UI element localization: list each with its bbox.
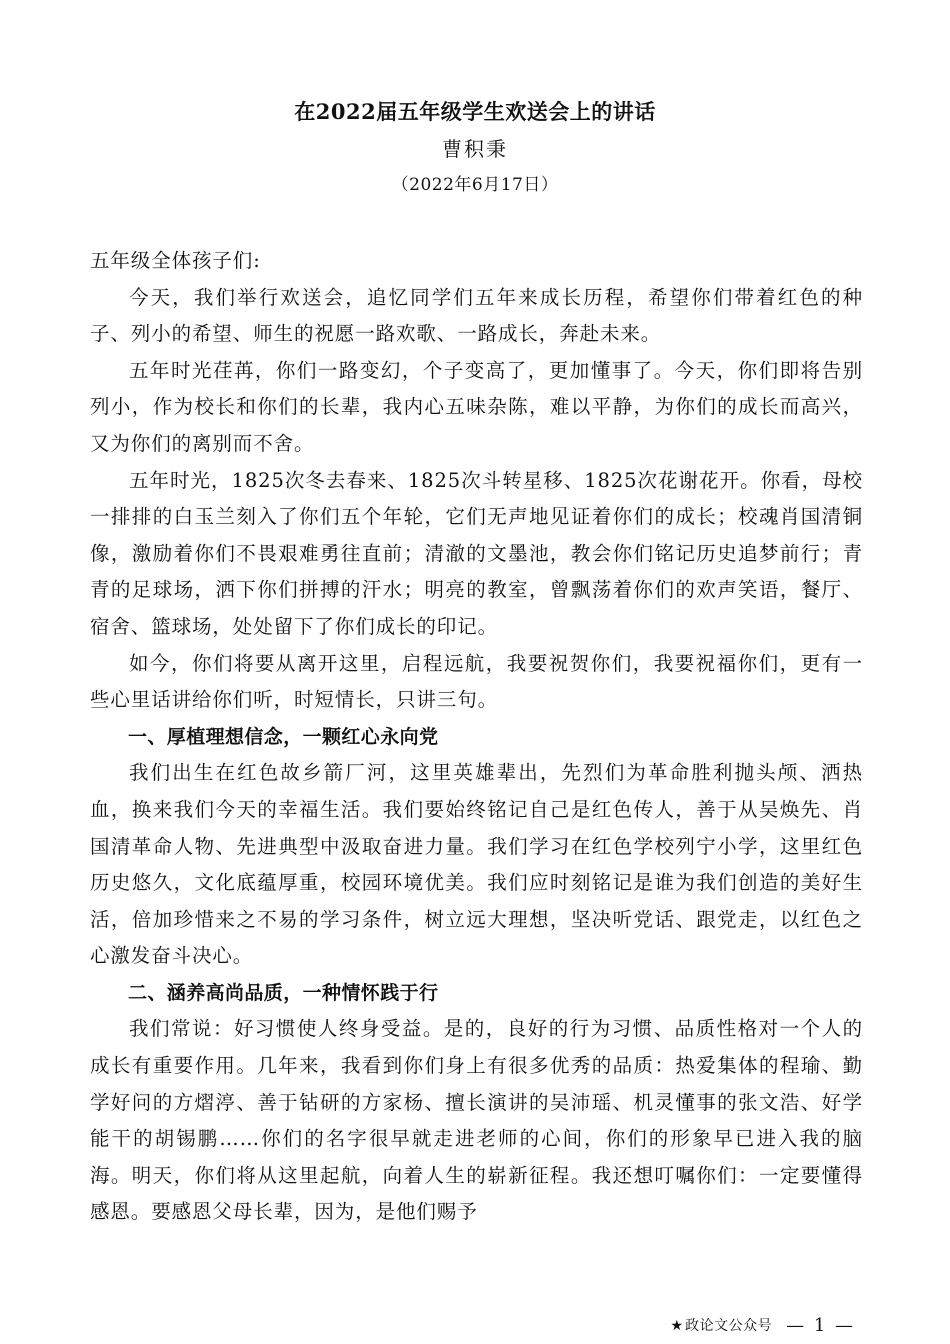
footer-source: 政论文公众号 [685,1318,773,1334]
salutation: 五年级全体孩子们: [90,249,261,272]
star-icon: ★ [670,1318,684,1334]
section-heading-1: 一、厚植理想信念，一颗红心永向党 [128,725,439,748]
paragraph: 今天，我们举行欢送会，追忆同学们五年来成长历程，希望你们带着红色的种子、列小的希望、师生的祝愿一路欢歌、一路成长，奔赴未来。 [90,285,863,346]
paragraph: 我们出生在红色故乡箭厂河，这里英雄辈出，先烈们为革命胜利抛头颅、洒热血，换来我们今天的幸福生活。我们要始终铭记自己是红色传人，善于从吴焕先、肖国清革命人物、先进典型中汲取奋进力量。我们学习在红色学校列宁小学，这里红色历史悠久，文化底蕴厚重，校园环境优美。我们应时刻铭记是谁为我们创造的美好生活，倍加珍惜来之不易的学习条件，树立远大理想，坚决听党话、跟党走，以红色之心激发奋斗决心。 [90,761,863,968]
paragraph: 五年时光荏苒，你们一路变幻，个子变高了，更加懂事了。今天，你们即将告别列小，作为校长和你们的长辈，我内心五味杂陈，难以平静，为你们的成长而高兴，又为你们的离别而不舍。 [90,358,863,455]
page-footer [671,1310,855,1340]
page-number: — 1 — [786,1314,855,1336]
document-date: （2022年6月17日） [391,175,559,195]
paragraph: 如今，你们将要从离开这里，启程远航，我要祝贺你们，我要祝福你们，更有一些心里话讲给你们听，时短情长，只讲三句。 [90,651,863,712]
section-heading-2: 二、涵养高尚品质，一种情怀践于行 [128,981,439,1004]
footer-source-group [671,1315,773,1335]
document-title: 在2022届五年级学生欢送会上的讲话 [294,99,656,124]
document-author: 曹积秉 [442,137,508,161]
paragraph: 五年时光，1825次冬去春来、1825次斗转星移、1825次花谢花开。你看，母校一排排的白玉兰刻入了你们五个年轮，它们无声地见证着你们的成长；校魂肖国清铜像，激励着你们不畏艰难勇往直前；清澈的文墨池，教会你们铭记历史追梦前行；青青的足球场，洒下你们拼搏的汗水；明亮的教室，曾飘荡着你们的欢声笑语，餐厅、宿舍、篮球场，处处留下了你们成长的印记。 [90,468,863,638]
paragraph: 我们常说：好习惯使人终身受益。是的，良好的行为习惯、品质性格对一个人的成长有重要作用。几年来，我看到你们身上有很多优秀的品质：热爱集体的程瑜、勤学好问的方熠渟、善于钻研的方家杨、擅长演讲的吴沛瑶、机灵懂事的张文浩、好学能干的胡锡鹏……你们的名字很早就走进老师的心间，你们的形象早已进入我的脑海。明天，你们将从这里起航，向着人生的崭新征程。我还想叮嘱你们：一定要懂得感恩。要感恩父母长辈，因为，是他们赐予 [90,1017,863,1224]
speech-body [90,243,863,1231]
